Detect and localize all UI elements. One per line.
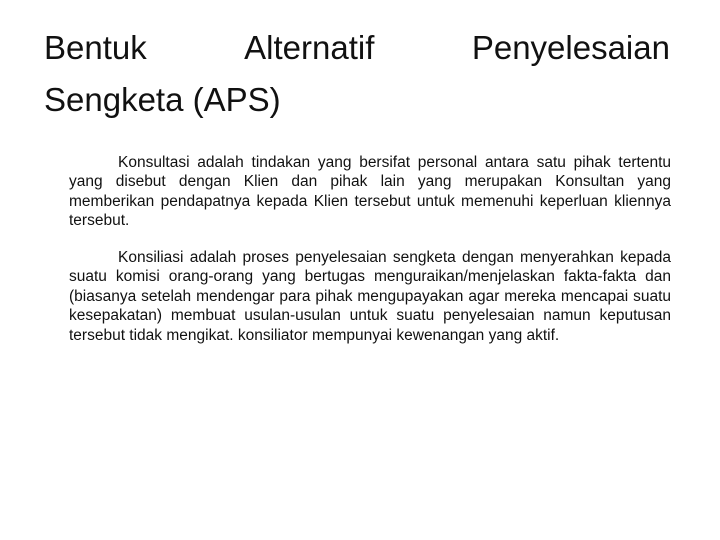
title-word-alternatif: Alternatif	[244, 29, 375, 66]
term-konsiliasi: Konsiliasi	[118, 249, 184, 266]
definition-konsultasi: adalah tindakan yang bersifat personal antara satu pihak tertentu yang disebut dengan Klien dan pihak lain yang merupakan Konsultan yang memberikan pendapatnya kepada Klien tersebut untuk memenuhi keperluan kliennya tersebut.	[69, 154, 671, 230]
paragraph-konsiliasi	[69, 248, 671, 345]
title-word-penyelesaian: Penyelesaian	[471, 29, 670, 66]
title-line-2: Sengketa (APS)	[44, 81, 281, 118]
title-word-bentuk: Bentuk	[44, 29, 147, 66]
title-line-1	[44, 22, 670, 74]
slide-title	[44, 22, 670, 126]
definition-konsiliasi: adalah proses penyelesaian sengketa dengan menyerahkan kepada suatu komisi orang-orang yang bertugas menguraikan/menjelaskan fakta-fakta dan (biasanya setelah mendengar para pihak mengupayakan agar mereka mencapai suatu kesepakatan) membuat usulan-usulan untuk suatu penyelesaian namun keputusan tersebut tidak mengikat. konsiliator mempunyai kewenangan yang aktif.	[69, 249, 671, 344]
term-konsultasi: Konsultasi	[118, 154, 190, 171]
paragraph-konsultasi	[69, 153, 671, 231]
